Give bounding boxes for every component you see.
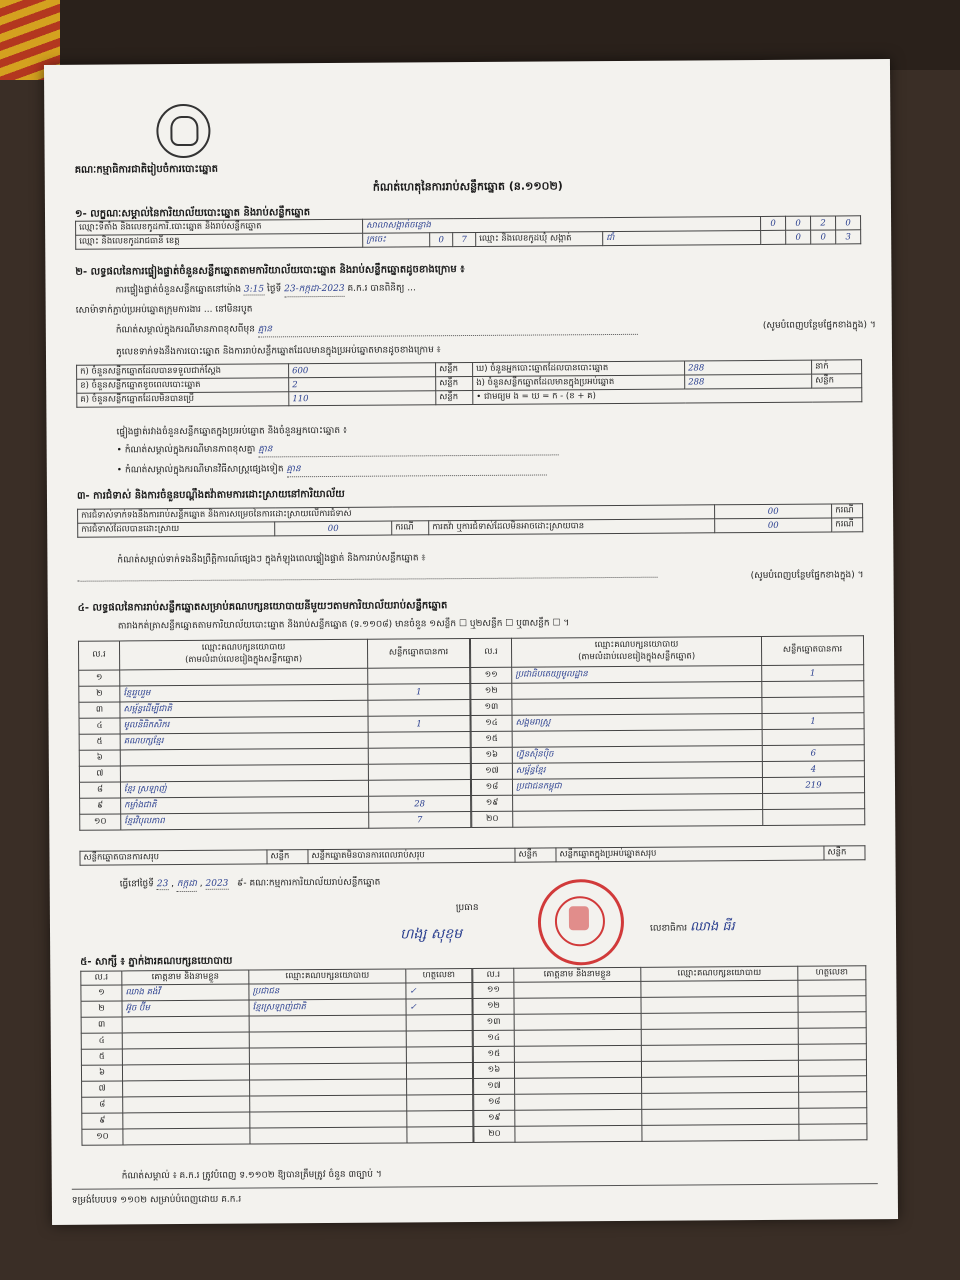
results-right-votes-cell (762, 729, 864, 746)
witness-left-col-sign: ហត្ថលេខា (406, 969, 472, 983)
numbers-intro: គូលេខទាក់ទងនឹងការបោះឆ្នោត និងការរាប់សន្លឹកឆ្នោតដែលមានក្នុងប្រអប់ឆ្នោតមានដូចខាងក្រោម ៖ (115, 345, 441, 358)
results-table-left (78, 638, 471, 831)
objection-r3-unit: ករណី (832, 518, 863, 532)
witness-left-party-cell (250, 1127, 407, 1144)
objection-r2-value: 00 (275, 521, 392, 536)
witness-left-name-cell (122, 1016, 249, 1033)
objection-r1-label: ការជំទាស់ទាក់ទងនឹងការរាប់សន្លឹកឆ្នោត និងការសម្រេចនៃការដោះស្រាយលើការជំទាស់ (78, 505, 715, 523)
results-right-no-cell: ១៥ (471, 731, 512, 747)
results-right-no-cell: ១១ (471, 667, 512, 683)
witness-left-name-cell (122, 1032, 249, 1049)
results-right-no-cell: ១៣ (471, 699, 512, 715)
objection-r2-unit: ករណី (392, 521, 429, 535)
chief-signature: ហង្ស សុខុម (399, 926, 463, 943)
witness-right-name-cell (515, 1125, 642, 1142)
results-left-name-cell (120, 764, 368, 782)
results-right-name-cell (512, 697, 762, 715)
results-right-col-party-title: ឈ្មោះគណបក្សនយោបាយ (594, 639, 679, 651)
objection-table (77, 503, 863, 537)
witness-left-no-cell: ៦ (81, 1065, 122, 1081)
results-left-col-votes: សន្លឹកឆ្នោតបានការ (367, 639, 469, 669)
note3-line (117, 461, 547, 478)
commune-value: ជាំ (603, 230, 761, 245)
witness-right-sign-cell (798, 980, 866, 996)
witness-right-name-cell (514, 1045, 641, 1062)
chief-label: ប្រធាន (455, 902, 479, 914)
location-code-4: 0 (836, 216, 861, 230)
witness-right-party-cell (642, 1108, 799, 1125)
total-valid: សន្លឹកឆ្នោតបានការសរុប (80, 850, 267, 865)
witness-right-col-no: ល.រ (473, 968, 514, 982)
results-left-votes-cell (368, 732, 470, 749)
results-right-votes-cell: 1 (762, 713, 864, 730)
verify-time-value: 3:15 (243, 284, 265, 295)
witness-right-no-cell: ១៨ (474, 1094, 515, 1110)
results-right-votes-cell (763, 793, 865, 810)
count-c-value: 110 (289, 391, 436, 406)
total-box: សន្លឹកឆ្នោតក្នុងប្រអប់ឆ្នោតសរុប (556, 846, 824, 862)
witness-right-no-cell: ១៣ (473, 1014, 514, 1030)
results-right-votes-cell: 1 (762, 665, 864, 682)
total-box-unit: សន្លឹក (824, 846, 865, 860)
note3-label: • កំណត់សម្គាល់ក្នុងករណីមានវិធីសាស្ត្រផ្សេងទៀត (116, 464, 284, 476)
witness-right-name-cell (514, 1061, 641, 1078)
results-left-col-party (119, 639, 367, 670)
witness-right-name-cell (515, 1077, 642, 1094)
province-code-2: 7 (453, 232, 476, 246)
witness-left-no-cell: ៨ (82, 1097, 123, 1113)
results-left-no-cell: ៦ (79, 750, 120, 766)
witness-left-name-cell (123, 1096, 250, 1113)
section4-heading: ៤- លទ្ធផលនៃការរាប់សន្លឹកឆ្នោតសម្រាប់គណបក្សនយោបាយនីមួយៗតាមការិយាល័យរាប់សន្លឹកឆ្នោត (77, 600, 448, 614)
verify-line-end: គ.ក.រ បានពិនិត្យ ... (344, 283, 416, 294)
witness-left-no-cell: ៣ (81, 1017, 122, 1033)
witness-left-party-cell (249, 1047, 406, 1064)
witness-right-sign-cell (799, 1124, 867, 1140)
results-right-no-cell: ១៤ (471, 715, 512, 731)
witness-left-col-name: គោត្តនាម និងនាមខ្លួន (122, 970, 249, 985)
witness-right-no-cell: ២០ (474, 1126, 515, 1142)
section2-heading: ២- លទ្ធផលនៃការផ្ទៀងផ្ទាត់ចំនួនសន្លឹកឆ្នោតតាមការិយាល័យបោះឆ្នោត និងរាប់សន្លឹកឆ្នោតដូចខាងក្រោម ៖ (75, 264, 465, 278)
witness-left-party-cell (250, 1111, 407, 1128)
fill-hint: (សូមបំពេញបន្ថែមផ្នែកខាងក្នុង) ។ (762, 320, 876, 331)
witness-right-sign-cell (798, 1028, 866, 1044)
results-right-name-cell: ប្រជាធិបតេយ្យមូលដ្ឋាន (512, 665, 762, 683)
diff-note-value: គ្មាន (258, 321, 638, 338)
results-right-votes-cell (762, 697, 864, 714)
secretary-line (650, 918, 735, 938)
commune-label: ឈ្មោះ និងលេខកូដឃុំ សង្កាត់ (476, 232, 603, 247)
count-d-label: ឃ) ចំនួនអ្នកបោះឆ្នោតដែលបានបោះឆ្នោត (473, 361, 685, 376)
witness-left-sign-cell (406, 1031, 472, 1047)
witness-left-party-cell (249, 1031, 406, 1048)
objection-r2-label: ការជំទាស់ដែលបានដោះស្រាយ (78, 522, 275, 537)
witness-right-sign-cell (798, 1044, 866, 1060)
results-left-no-cell: ១០ (80, 814, 121, 830)
results-left-no-cell: ៥ (79, 734, 120, 750)
witness-left-sign-cell (407, 1094, 473, 1110)
signoff-committee: ៩- គណៈកម្មការការិយាល័យរាប់សន្លឹកឆ្នោត (236, 877, 381, 889)
signoff-month: កក្កដា (177, 878, 197, 892)
count-b-value: 2 (289, 377, 436, 392)
results-left-name-cell: មូលនិធិកសិករ (120, 716, 368, 734)
results-right-col-party (511, 636, 761, 667)
results-table-right (470, 635, 865, 828)
note2-line (117, 441, 559, 458)
verify-time-label: ការផ្ទៀងផ្ទាត់ចំនួនសន្លឹកឆ្នោតនៅម៉ោង (115, 284, 244, 296)
location-code-3: 2 (811, 216, 836, 230)
witness-left-party-cell (250, 1079, 407, 1096)
witness-right-name-cell (514, 1029, 641, 1046)
witness-right-sign-cell (798, 1012, 866, 1028)
witness-right-no-cell: ១៩ (474, 1110, 515, 1126)
verify-time-line (115, 282, 415, 298)
results-right-votes-cell (762, 681, 864, 698)
witness-left-no-cell: ៥ (81, 1049, 122, 1065)
results-right-col-votes: សន្លឹកឆ្នោតបានការ (761, 636, 863, 666)
results-left-no-cell: ៧ (79, 766, 120, 782)
results-left-name-cell (120, 748, 368, 766)
witness-left-name-cell (123, 1112, 250, 1129)
results-right-no-cell: ២០ (472, 811, 513, 827)
footer-divider (72, 1183, 878, 1190)
witness-right-no-cell: ១១ (473, 982, 514, 998)
count-table (76, 359, 862, 407)
witness-table-right (472, 965, 867, 1143)
witness-right-party-cell (641, 1044, 798, 1061)
witness-right-sign-cell (799, 1092, 867, 1108)
count-c-label: គ) ចំនួនសន្លឹកឆ្នោតដែលមិនបានប្រើ (77, 392, 289, 407)
results-right-name-cell (513, 809, 763, 827)
verify-date-label: ថ្ងៃទី (264, 284, 285, 295)
results-left-name-cell (120, 668, 368, 686)
results-left-votes-cell (368, 668, 470, 685)
total-invalid: សន្លឹកឆ្នោតមិនបានការពេលរាប់សរុប (308, 848, 515, 863)
witness-left-no-cell: ៤ (81, 1033, 122, 1049)
results-left-no-cell: ៩ (80, 798, 121, 814)
witness-left-sign-cell (407, 1126, 473, 1142)
witness-left-name-cell (123, 1080, 250, 1097)
province-label: ឈ្មោះ និងលេខកូដរាជធានី ខេត្ត (76, 233, 363, 249)
results-left-name-cell: កម្លាំងជាតិ (121, 796, 369, 814)
witness-table-left (80, 968, 473, 1146)
witness-right-sign-cell (798, 1060, 866, 1076)
objection-r1-value: 00 (715, 504, 832, 519)
results-right-no-cell: ១៩ (472, 795, 513, 811)
count-e-unit: សន្លឹក (812, 374, 862, 388)
results-right-name-cell: ប្រជាជនកម្ពុជា (512, 777, 762, 795)
results-left-no-cell: ៤ (79, 718, 120, 734)
results-left-no-cell: ៣ (79, 702, 120, 718)
location-code-2: 0 (786, 216, 811, 230)
diff-note-label: កំណត់សម្គាល់ក្នុងករណីមានភាពខុសពីមុន (115, 324, 258, 336)
results-right-no-cell: ១៦ (471, 747, 512, 763)
results-left-votes-cell (368, 700, 470, 717)
note3-value: គ្មាន (286, 461, 546, 477)
witness-right-no-cell: ១៧ (474, 1078, 515, 1094)
witness-row-right (474, 1124, 867, 1143)
note2-label: • កំណត់សម្គាល់ក្នុងករណីមានភាពខុសគ្នា (116, 444, 256, 456)
province-code-1: 0 (430, 233, 453, 247)
results-left-name-cell: សម្ព័ន្ធដើម្បីជាតិ (120, 700, 368, 718)
total-invalid-unit: សន្លឹក (515, 848, 556, 862)
province-value: ក្រចេះ (363, 233, 430, 247)
commune-code-1: 0 (786, 230, 811, 244)
commune-code-3: 3 (836, 230, 861, 244)
secretary-signature: ឈាង ធីរ (689, 919, 735, 935)
witness-right-party-cell (641, 1060, 798, 1077)
results-right-name-cell: សង្គមរាស្ត្រ (512, 713, 762, 731)
witness-left-sign-cell (406, 1015, 472, 1031)
results-row-left (80, 812, 471, 831)
witness-right-party-cell (642, 1092, 799, 1109)
results-right-name-cell (512, 681, 762, 699)
results-left-votes-cell: 1 (368, 716, 470, 733)
diff-note-line (116, 319, 876, 338)
results-left-votes-cell: 7 (369, 812, 471, 829)
witness-right-no-cell: ១៤ (473, 1030, 514, 1046)
witness-left-no-cell: ១ (81, 985, 122, 1001)
witness-right-party-cell (641, 980, 798, 997)
witness-left-sign-cell (406, 1063, 472, 1079)
witness-left-col-no: ល.រ (81, 971, 122, 985)
count-a-value: 600 (289, 363, 436, 378)
witness-left-no-cell: ១០ (82, 1129, 123, 1145)
witness-row-left (82, 1126, 473, 1145)
count-e-value: 288 (685, 374, 812, 389)
results-left-name-cell: ខ្មែរ ស្រឡាញ់ (120, 780, 368, 798)
witness-left-name-cell: ឈាង គង់វី (122, 984, 249, 1001)
results-left-col-party-sub: (តាមលំដាប់លេខរៀងក្នុងសន្លឹកឆ្នោត) (185, 654, 303, 665)
form-title: កំណត់ហេតុនៃការរាប់សន្លឹកឆ្នោត (ន.១១០២) (372, 179, 563, 194)
results-right-votes-cell (763, 809, 865, 826)
witness-right-party-cell (641, 996, 798, 1013)
match-line: ផ្ទៀងផ្ទាត់រវាងចំនួនសន្លឹកឆ្នោតក្នុងប្រអប់ឆ្នោត និងចំនួនអ្នកបោះឆ្នោត ៖ (116, 425, 347, 438)
witness-right-no-cell: ១២ (473, 998, 514, 1014)
witness-left-col-party: ឈ្មោះគណបក្សនយោបាយ (249, 969, 406, 984)
results-left-col-party-title: ឈ្មោះគណបក្សនយោបាយ (201, 642, 286, 653)
results-right-name-cell: សម្ព័ន្ធខ្មែរ (512, 761, 762, 779)
witness-left-name-cell: អ៊ូច ប៊ីម (122, 1000, 249, 1017)
results-left-no-cell: ១ (79, 670, 120, 686)
witness-right-party-cell (641, 1012, 798, 1029)
footer-form-id: ទម្រង់បែបបទ ១១០២ សម្រាប់បំពេញដោយ គ.ក.រ (71, 1194, 242, 1206)
results-right-col-party-sub: (តាមលំដាប់លេខរៀងក្នុងសន្លឹកឆ្នោត) (578, 651, 696, 663)
results-left-votes-cell (368, 780, 470, 797)
witness-right-col-name: គោត្តនាម និងនាមខ្លួន (514, 967, 641, 982)
events-dots (78, 577, 658, 582)
results-right-col-no: ល.រ (470, 638, 511, 667)
witness-left-no-cell: ៩ (82, 1113, 123, 1129)
witness-right-col-sign: ហត្ថលេខា (798, 966, 866, 980)
count-d-unit: នាក់ (812, 360, 862, 374)
witness-right-party-cell (642, 1076, 799, 1093)
witness-left-party-cell (250, 1095, 407, 1112)
results-right-no-cell: ១៧ (471, 763, 512, 779)
witness-right-name-cell (514, 1013, 641, 1030)
results-left-votes-cell (368, 764, 470, 781)
count-e-label: ង) ចំនួនសន្លឹកឆ្នោតដែលមានក្នុងប្រអប់ឆ្នោត (473, 375, 685, 390)
witness-left-sign-cell (406, 1047, 472, 1063)
witness-left-name-cell (122, 1064, 249, 1081)
objection-r1-unit: ករណី (832, 504, 863, 518)
witness-left-party-cell (249, 1015, 406, 1032)
section3-heading: ៣- ការជំទាស់ និងការចំនួនបណ្តឹងតវ៉ាតាមការដោះស្រាយនៅការិយាល័យ (76, 488, 345, 502)
results-left-name-cell: គណបក្សខ្មែរ (120, 732, 368, 750)
results-row-right (472, 809, 865, 828)
count-d-value: 288 (685, 360, 812, 375)
results-right-no-cell: ១២ (471, 683, 512, 699)
witness-left-no-cell: ២ (81, 1001, 122, 1017)
witness-right-party-cell (641, 1028, 798, 1045)
results-left-votes-cell: 1 (368, 684, 470, 701)
count-b-unit: សន្លឹក (436, 376, 473, 390)
witness-right-party-cell (642, 1124, 799, 1141)
count-a-label: ក) ចំនួនសន្លឹកឆ្នោតដែលបានទទួលជាក់ស្តែង (77, 364, 289, 379)
totals-table (79, 845, 865, 865)
signoff-made-on: ធ្វើនៅថ្ងៃទី (119, 879, 154, 890)
events-fill-hint: (សូមបំពេញបន្ថែមផ្នែកខាងក្នុង) ។ (750, 570, 864, 582)
objection-r3-value: 00 (715, 518, 832, 533)
verify-date-value: 23-កក្កដា-2023 (284, 283, 345, 297)
results-right-votes-cell: 219 (762, 777, 864, 794)
witness-right-sign-cell (798, 996, 866, 1012)
witness-right-name-cell (515, 1109, 642, 1126)
witness-left-sign-cell: ✓ (406, 999, 472, 1015)
results-left-votes-cell (368, 748, 470, 765)
note2-value: គ្មាន (258, 441, 558, 457)
location-code-1: 0 (761, 216, 786, 230)
events-fill-line (78, 569, 864, 587)
witness-left-name-cell (122, 1048, 249, 1065)
seal-line: សោម៉ាទាក់ភ្ជាប់ប្រអប់ឆ្នោតក្រុមការងារ ... នៅមិនរបូត (75, 304, 253, 316)
witness-right-col-party: ឈ្មោះគណបក្សនយោបាយ (641, 966, 798, 981)
witness-left-sign-cell: ✓ (406, 983, 472, 999)
total-valid-unit: សន្លឹក (267, 850, 308, 864)
signoff-date-line: ធ្វើនៅថ្ងៃទី 23 , កក្កដា , 2023 ៩- គណៈកម្មការការិយាល័យរាប់សន្លឹកឆ្នោត (120, 877, 381, 893)
secretary-label: លេខាធិការ (649, 923, 688, 934)
witness-left-no-cell: ៧ (82, 1081, 123, 1097)
witness-right-name-cell (514, 981, 641, 998)
witness-right-no-cell: ១៥ (473, 1046, 514, 1062)
section4-subline: តារាងកត់ត្រាសន្លឹកឆ្នោតតាមការិយាល័យបោះឆ្នោត និងរាប់សន្លឹកឆ្នោត (ទ.១១០៨) មានចំនួន ១សន្លឹក ☐ ឬ២សន្លឹក ☐ ឬ៣សន្លឹក ☐ ។ (117, 618, 570, 632)
national-emblem-icon (156, 104, 210, 158)
witness-left-sign-cell (407, 1078, 473, 1094)
witness-right-sign-cell (799, 1076, 867, 1092)
results-right-name-cell (512, 729, 762, 747)
count-b-label: ខ) ចំនួនសន្លឹកឆ្នោតខូចពេលបោះឆ្នោត (77, 378, 289, 393)
results-left-no-cell: ៨ (79, 782, 120, 798)
results-left-col-no: ល.រ (78, 641, 119, 670)
section1-table (75, 215, 861, 249)
results-right-votes-cell: 6 (762, 745, 864, 762)
witness-left-name-cell (123, 1128, 250, 1145)
witness-left-party-cell: ប្រជាជន (249, 983, 406, 1000)
events-note: កំណត់សម្គាល់ទាក់ទងនឹងព្រឹត្តិការណ៍ផ្សេងៗ ក្នុងកំឡុងពេលផ្ទៀងផ្ទាត់ និងការរាប់សន្លឹកឆ្នោត ៖ (117, 553, 426, 566)
results-right-votes-cell: 4 (762, 761, 864, 778)
count-formula: • ជាមធ្យម ង = ឃ = ក - (ខ + គ) (473, 388, 862, 405)
commune-code-2: 0 (811, 230, 836, 244)
witness-right-name-cell (514, 997, 641, 1014)
section5-heading: ៥- សាក្សី ៖ ភ្នាក់ងារគណបក្សនយោបាយ (80, 955, 233, 968)
official-stamp-icon (538, 879, 625, 966)
results-right-no-cell: ១៨ (471, 779, 512, 795)
results-right-name-cell (513, 793, 763, 811)
section1-heading: ១- លក្ខណៈសម្គាល់នៃការិយាល័យបោះឆ្នោត និងរាប់សន្លឹកឆ្នោត (74, 207, 311, 220)
location-label: ឈ្មោះទីតាំង និងលេខកូដការិ.បោះឆ្នោត និងរាប់សន្លឹកឆ្នោត (76, 219, 363, 235)
objection-r3-label: ការតវ៉ា ឬការជំទាស់ដែលមិនអាចដោះស្រាយបាន (429, 519, 715, 535)
results-right-name-cell: ហ្វ៊ុនស៊ិនប៉ិច (512, 745, 762, 763)
results-left-name-cell: ខ្មែររួបរួម (120, 684, 368, 702)
witness-left-party-cell: ខ្មែរស្រឡាញ់ជាតិ (249, 999, 406, 1016)
organization-name: គណៈកម្មាធិការជាតិរៀបចំការបោះឆ្នោត (74, 163, 218, 176)
witness-right-name-cell (515, 1093, 642, 1110)
witness-left-sign-cell (407, 1110, 473, 1126)
count-a-unit: សន្លឹក (436, 362, 473, 376)
footer-note: កំណត់សម្គាល់ ៖ គ.ក.រ ត្រូវបំពេញ ទ.១១០២ ឱ្យបានត្រឹមត្រូវ ចំនួន ៣ច្បាប់ ។ (121, 1169, 382, 1182)
results-left-votes-cell: 28 (369, 796, 471, 813)
witness-right-sign-cell (799, 1108, 867, 1124)
count-c-unit: សន្លឹក (436, 390, 473, 404)
witness-left-party-cell (249, 1063, 406, 1080)
witness-right-no-cell: ១៦ (473, 1062, 514, 1078)
location-value: សាលាសង្កាត់ចន្លោង (363, 216, 761, 233)
results-left-no-cell: ២ (79, 686, 120, 702)
signoff-year: 2023 (205, 878, 229, 889)
form-sheet (44, 59, 898, 1225)
results-left-name-cell: ខ្មែរវិបុលភាព (121, 812, 369, 830)
signoff-day: 23 (156, 879, 169, 890)
